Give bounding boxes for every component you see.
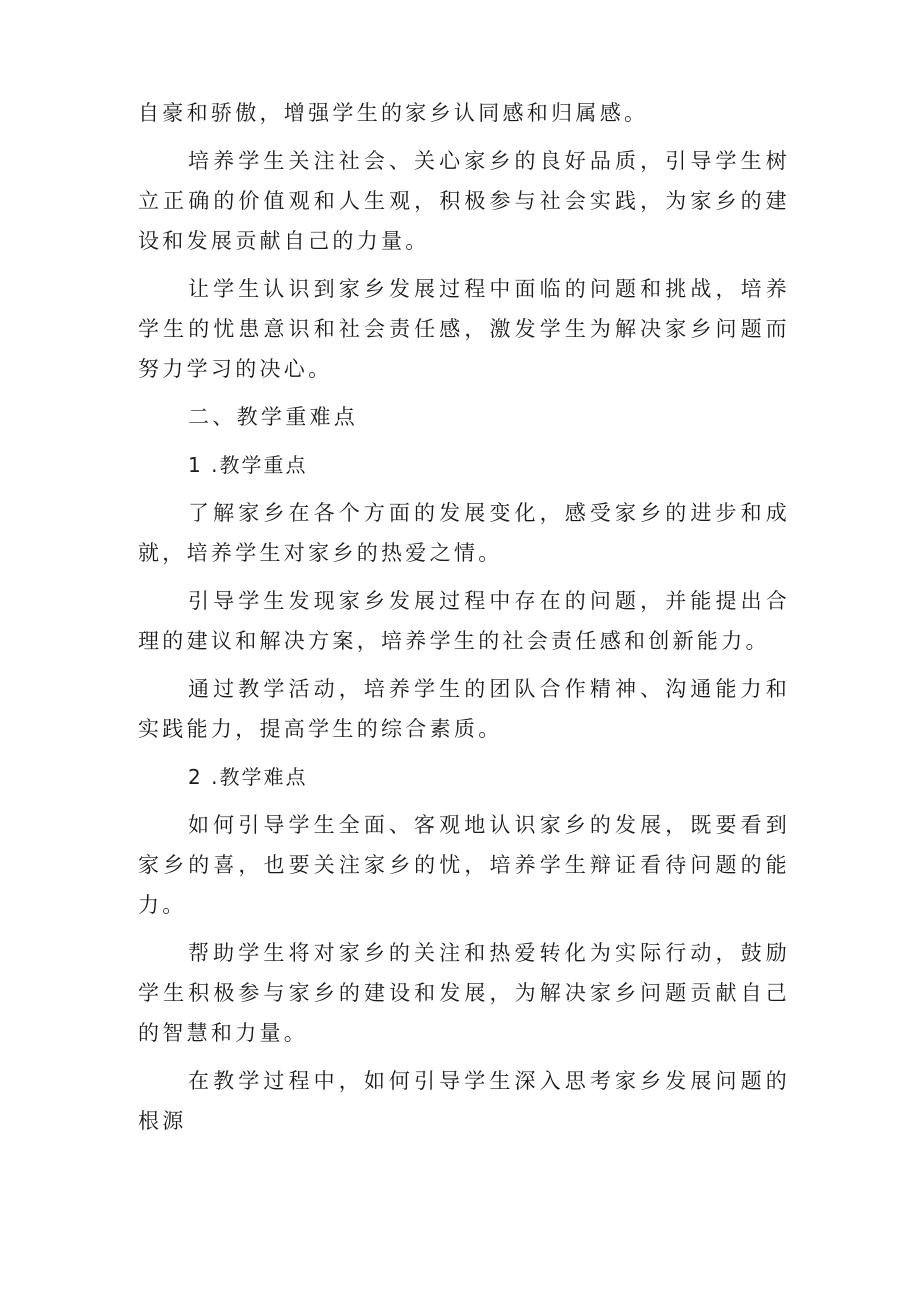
paragraph: 培养学生关注社会、关心家乡的良好品质，引导学生树立正确的价值观和人生观，积极参与社会实践，为家乡的建设和发展贡献自己的力量。 [138, 149, 790, 253]
paragraph: 通过教学活动，培养学生的团队合作精神、沟通能力和实践能力，提高学生的综合素质。 [138, 677, 790, 741]
paragraph: 了解家乡在各个方面的发展变化，感受家乡的进步和成就，培养学生对家乡的热爱之情。 [138, 501, 790, 565]
paragraph: 帮助学生将对家乡的关注和热爱转化为实际行动，鼓励学生积极参与家乡的建设和发展，为解决家乡问题贡献自己的智慧和力量。 [138, 941, 790, 1045]
paragraph-continued: 自豪和骄傲，增强学生的家乡认同感和归属感。 [138, 101, 649, 125]
paragraph: 引导学生发现家乡发展过程中存在的问题，并能提出合理的建议和解决方案，培养学生的社会责任感和创新能力。 [138, 589, 790, 653]
paragraph: 让学生认识到家乡发展过程中面临的问题和挑战，培养学生的忧患意识和社会责任感，激发学生为解决家乡问题而努力学习的决心。 [138, 277, 790, 381]
paragraph: 在教学过程中，如何引导学生深入思考家乡发展问题的根源 [138, 1069, 790, 1133]
subsection-heading: 1 .教学重点 [188, 453, 308, 477]
subsection-heading: 2 .教学难点 [188, 765, 308, 789]
section-heading: 二、教学重难点 [188, 405, 359, 429]
paragraph: 如何引导学生全面、客观地认识家乡的发展，既要看到家乡的喜，也要关注家乡的忧，培养学生辩证看待问题的能力。 [138, 813, 790, 917]
document-page [138, 93, 790, 1149]
